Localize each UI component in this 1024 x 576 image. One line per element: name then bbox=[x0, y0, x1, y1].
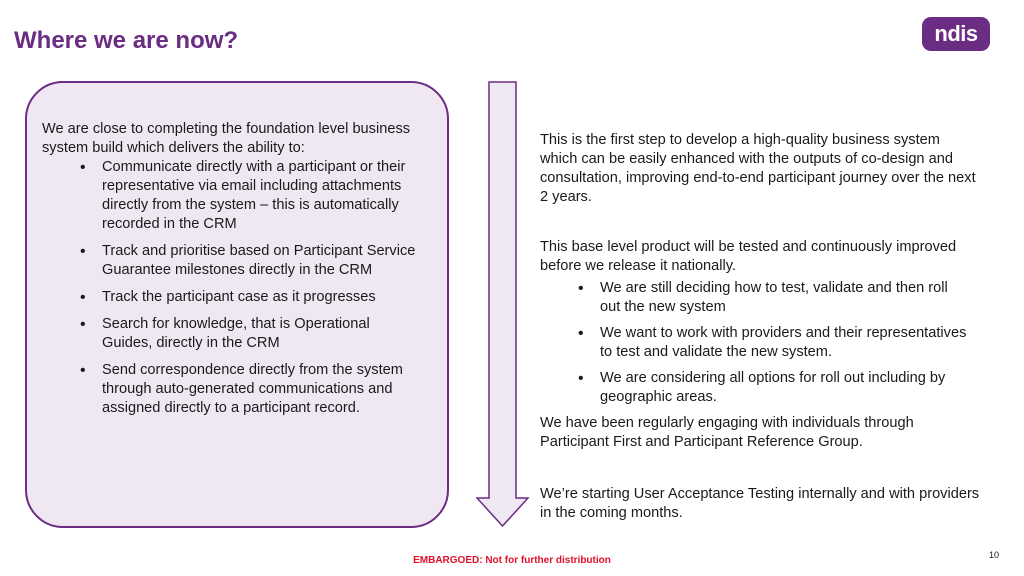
list-item: • Track and prioritise based on Participant Service Guarantee milestones directly in the CRM bbox=[80, 242, 420, 280]
embargo-notice: EMBARGOED: Not for further distribution bbox=[413, 555, 611, 566]
left-intro: We are close to completing the foundation level business system build which delivers the ability to: bbox=[42, 121, 411, 156]
right-panel-text bbox=[540, 131, 980, 523]
left-panel-text bbox=[42, 120, 442, 426]
right-para-4: We’re starting User Acceptance Testing internally and with providers in the coming months. bbox=[540, 486, 980, 521]
right-para-3: We have been regularly engaging with individuals through Participant First and Participant Reference Group. bbox=[540, 415, 914, 450]
list-item: • We want to work with providers and their representatives to test and validate the new system. bbox=[578, 324, 968, 362]
list-item: • We are considering all options for roll out including by geographic areas. bbox=[578, 369, 968, 407]
list-item: • We are still deciding how to test, validate and then roll out the new system bbox=[578, 279, 968, 317]
page-number: 10 bbox=[989, 550, 1000, 560]
list-item: • Communicate directly with a participant or their representative via email including attachments directly from the system – this is automatically recorded in the CRM bbox=[80, 158, 420, 234]
list-item: • Track the participant case as it progresses bbox=[80, 288, 420, 307]
right-bullet-list bbox=[578, 279, 968, 407]
down-arrow-icon bbox=[476, 80, 532, 530]
right-para-1: This is the first step to develop a high-quality business system which can be easily enhanced with the outputs of co-design and consultation, improving end-to-end participant journey over the next 2 years. bbox=[540, 132, 976, 205]
list-item: • Search for knowledge, that is Operational Guides, directly in the CRM bbox=[80, 315, 420, 353]
left-bullet-list bbox=[80, 158, 420, 418]
ndis-logo: ndis bbox=[922, 17, 990, 51]
list-item: • Send correspondence directly from the system through auto-generated communications and assigned directly to a participant record. bbox=[80, 361, 420, 418]
right-para-2: This base level product will be tested and continuously improved before we release it nationally. bbox=[540, 239, 957, 274]
page-title: Where we are now? bbox=[14, 27, 239, 54]
